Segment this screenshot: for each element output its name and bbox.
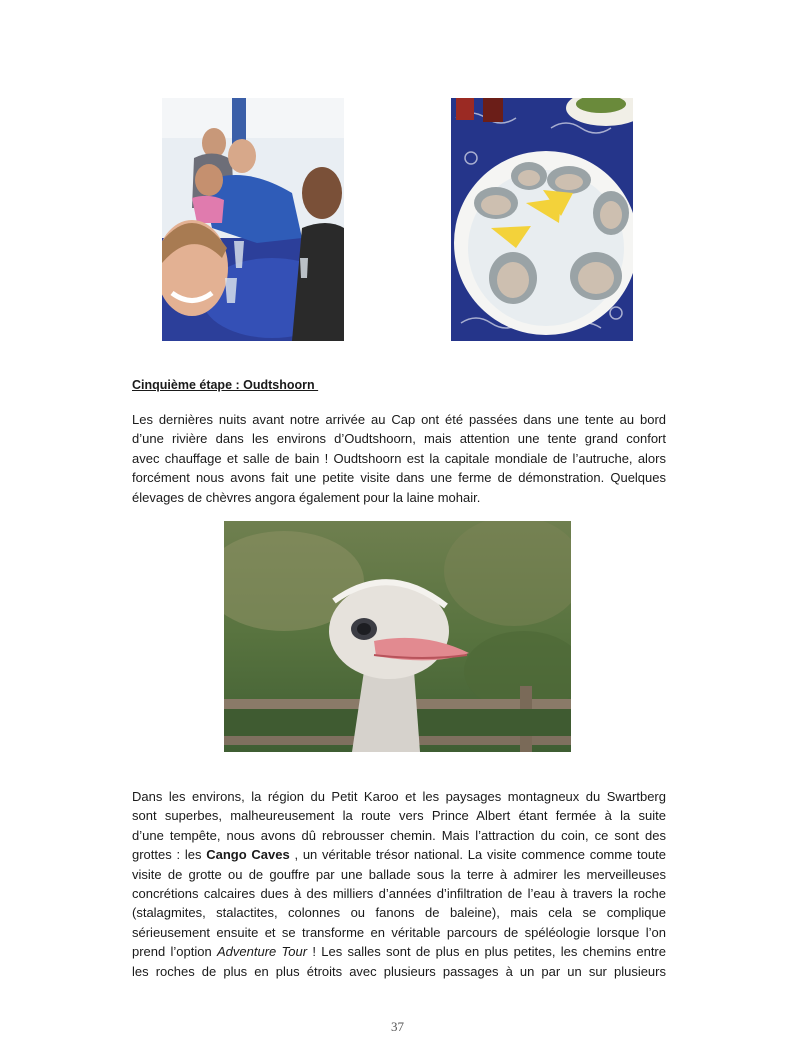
cango-caves-bold: Cango Caves bbox=[206, 847, 290, 863]
section-heading: Cinquième étape : Oudtshoorn bbox=[132, 378, 319, 392]
paragraph-2 bbox=[132, 787, 666, 981]
oysters-photo bbox=[451, 98, 633, 341]
paragraph-line: d’une tempête, nous avons dû rebrousser chemin. Mais l’attraction du coin, ce sont des bbox=[132, 827, 666, 843]
paragraph-line: élevages de chèvres angora également pour la laine mohair. bbox=[132, 489, 481, 505]
paragraph-line: concrétions calcaires dues à des milliers d’années d’infiltration de l’eau à travers la roche bbox=[132, 886, 666, 902]
page-number: 37 bbox=[391, 1019, 404, 1034]
paragraph-line bbox=[132, 942, 666, 961]
paragraph-line: d’une rivière dans les environs d’Oudtshoorn, mais attention une tente grand confort bbox=[132, 431, 666, 447]
paragraph-line bbox=[132, 845, 666, 864]
paragraph-line: visite de grotte ou de gouffre par une ballade sous la terre à admirer les merveilleuses bbox=[132, 866, 666, 882]
text-run: grottes : les bbox=[132, 847, 207, 863]
ostrich-photo bbox=[224, 521, 571, 752]
text-run: prend l’option bbox=[132, 944, 218, 960]
paragraph-line: avec chauffage et salle de bain ! Oudtshoorn est la capitale mondiale de l’autruche, alors bbox=[132, 450, 666, 466]
text-run: ! Les salles sont de plus en plus petites, les chemins entre bbox=[307, 944, 666, 960]
paragraph-line: Les dernières nuits avant notre arrivée au Cap ont été passées dans une tente au bord bbox=[132, 412, 666, 427]
adventure-tour-italic: Adventure Tour bbox=[217, 944, 308, 960]
selfie-photo bbox=[162, 98, 344, 341]
paragraph-line: forcément nous avons fait une petite visite dans une ferme de démonstration. Quelques bbox=[132, 470, 666, 486]
paragraph-line: les roches de plus en plus étroits avec plusieurs passages à un par un sur plusieurs bbox=[132, 963, 666, 979]
paragraph-1 bbox=[132, 410, 666, 507]
paragraph-line: Dans les environs, la région du Petit Karoo et les paysages montagneux du Swartberg bbox=[132, 789, 666, 804]
text-run: , un véritable trésor national. La visite commence comme toute bbox=[289, 847, 666, 863]
paragraph-line: (stalagmites, stalactites, colonnes ou fanons de baleine), mais cela se complique bbox=[132, 905, 666, 921]
paragraph-line: sérieusement ensuite et se transforme en véritable parcours de spéléologie lorsque l’on bbox=[132, 924, 666, 940]
paragraph-line: sont superbes, malheureusement la route vers Prince Albert étant fermée à la suite bbox=[132, 808, 666, 824]
